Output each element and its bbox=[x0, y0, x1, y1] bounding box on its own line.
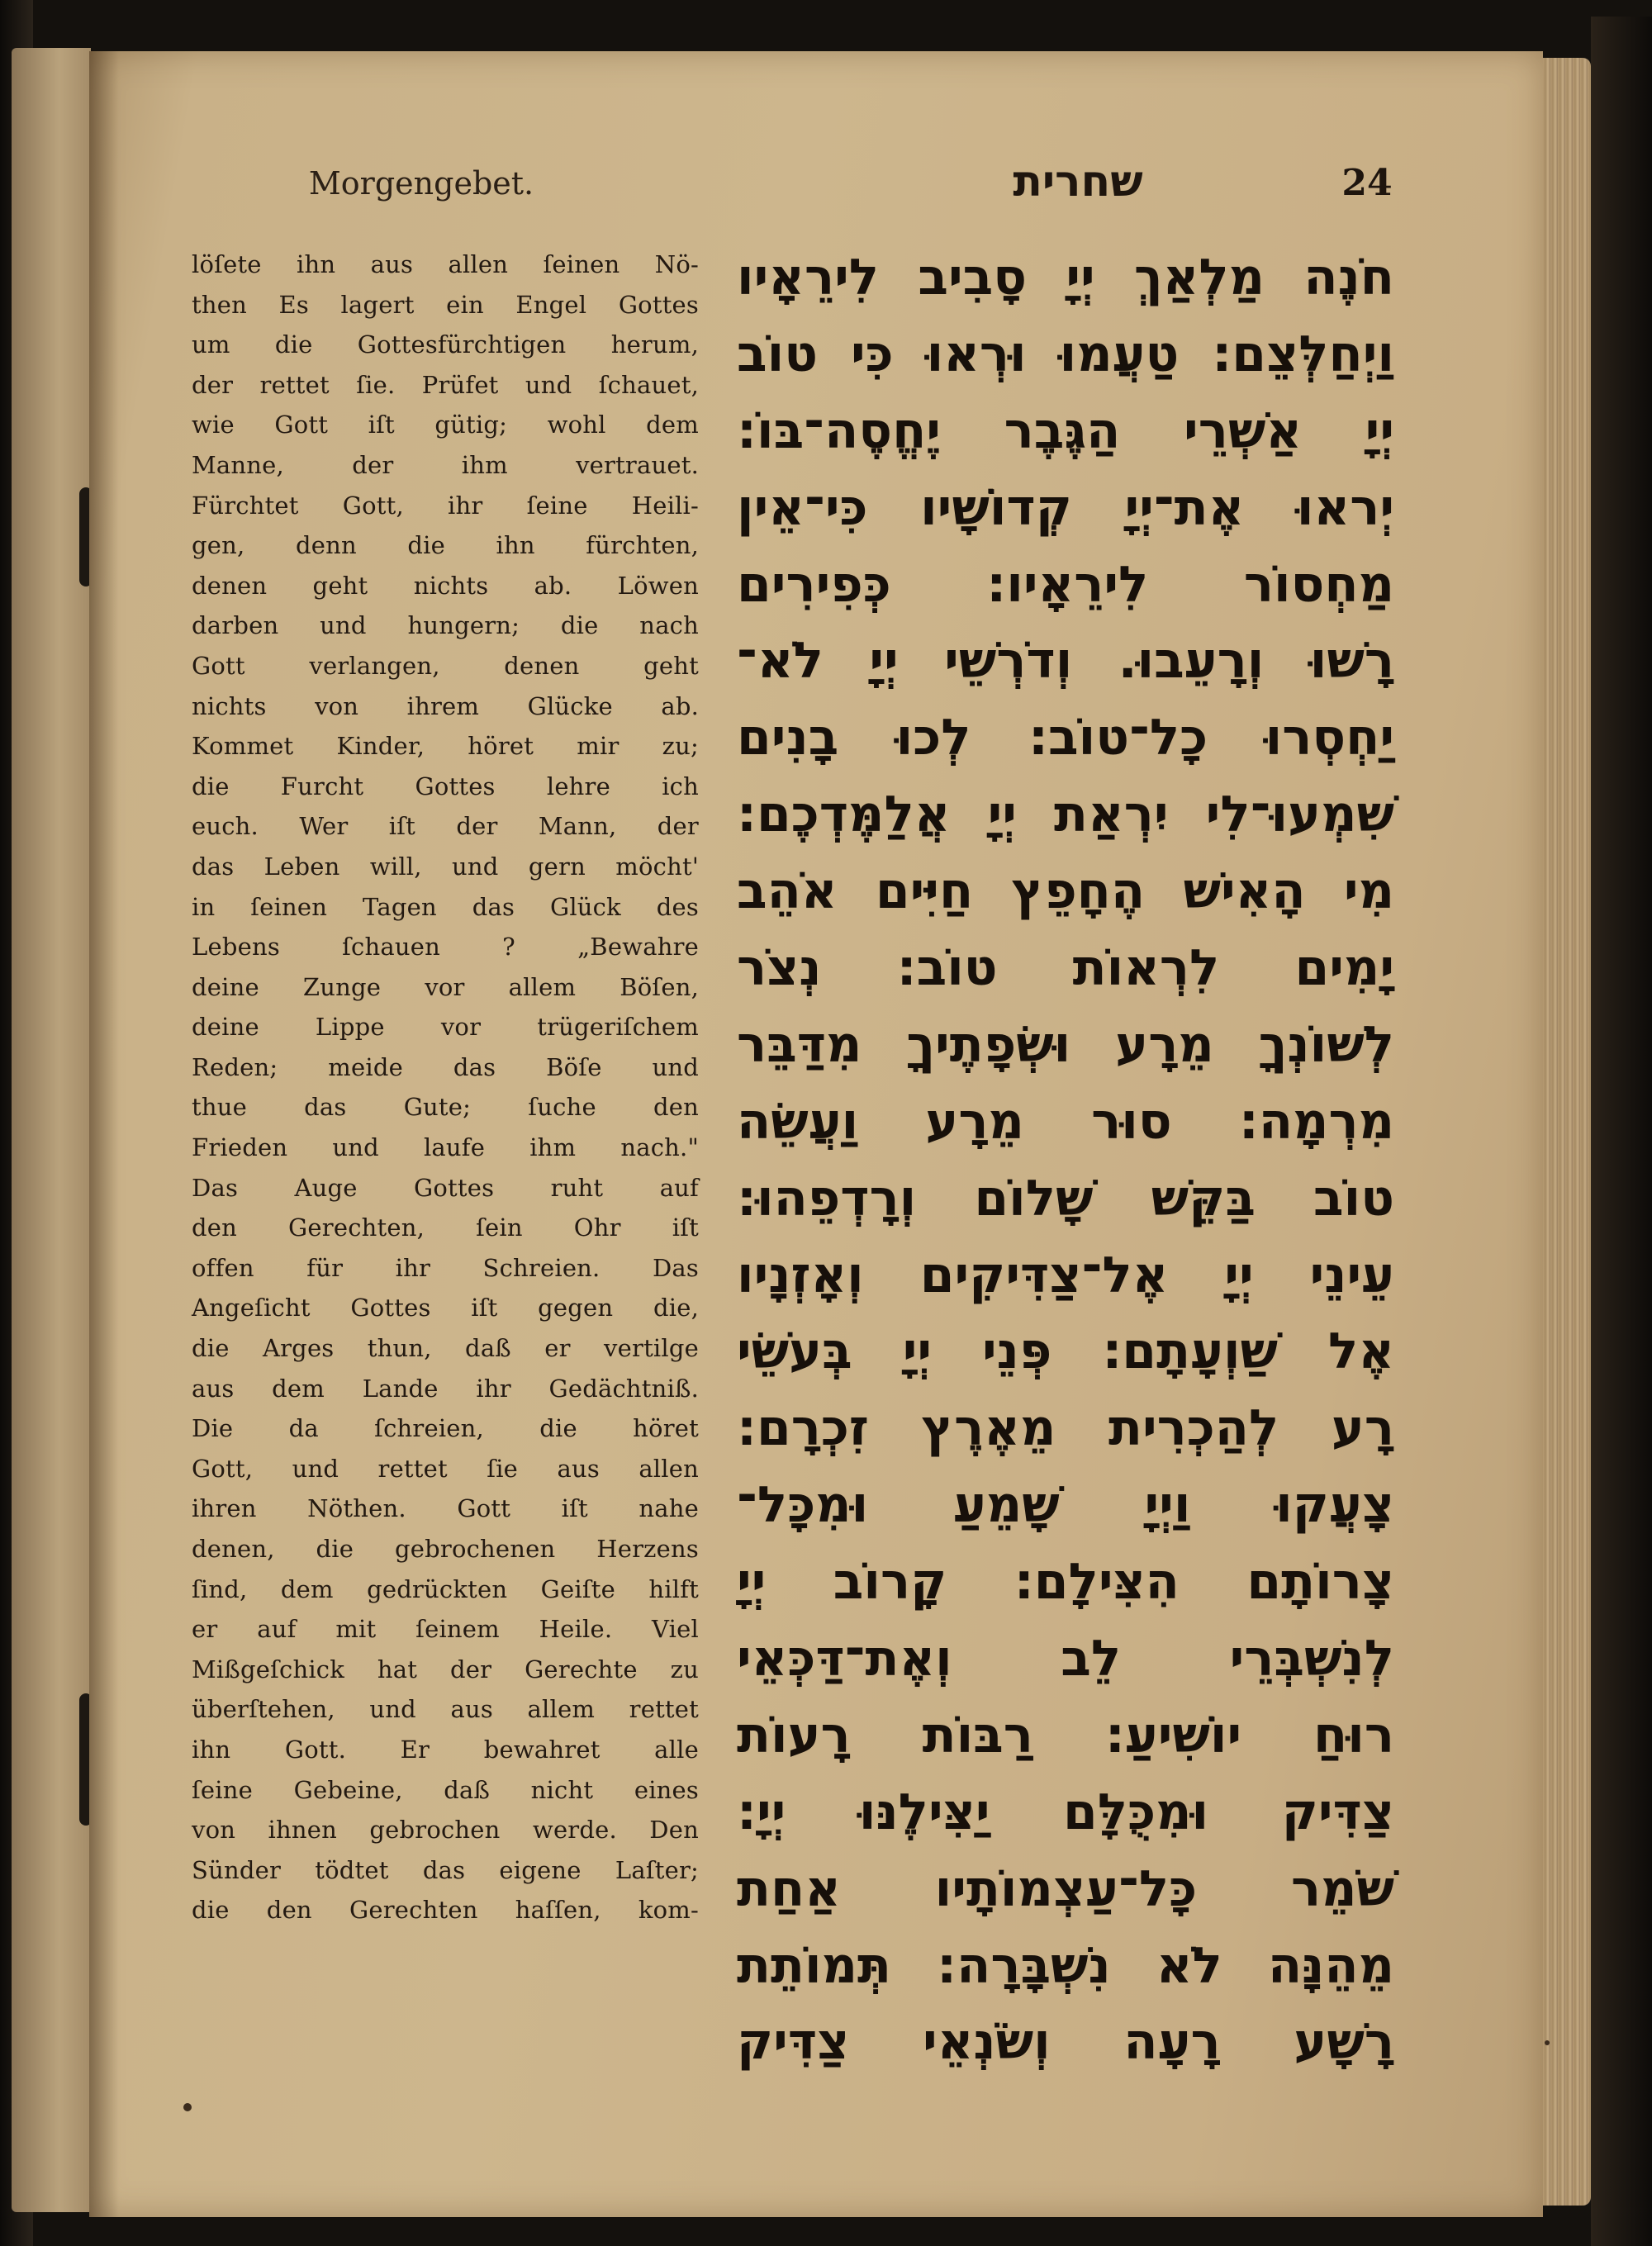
hebrew-text-column bbox=[737, 240, 1394, 2081]
hebrew-text-line: אֶל שַׁוְעָתָם: פְּנֵי יְיָ בְּעֹשֵׂי bbox=[737, 1322, 1394, 1381]
german-text-line: Sünder tödtet das eigene Laſter; bbox=[192, 1855, 699, 1884]
hebrew-text-line: שִׁמְעוּ־לִי יִרְאַת יְיָ אֲלַמֶּדְכֶם: bbox=[737, 786, 1394, 844]
german-translation-column bbox=[192, 245, 699, 1930]
german-text-line: Fürchtet Gott, ihr ſeine Heili- bbox=[192, 491, 699, 520]
german-text-line: Lebens ſchauen ? „Bewahre bbox=[192, 933, 699, 962]
german-text-line: die den Gerechten haſſen, kom- bbox=[192, 1896, 699, 1925]
hebrew-text-line: מִרְמָה: סוּר מֵרָע וַעֲשֵׂה bbox=[737, 1092, 1394, 1151]
german-text-line: Frieden und laufe ihm nach." bbox=[192, 1133, 699, 1162]
german-text-line: die Arges thun, daß er vertilge bbox=[192, 1334, 699, 1363]
german-text-line: offen für ihr Schreien. Das bbox=[192, 1253, 699, 1282]
page-edges bbox=[1543, 58, 1591, 2206]
hebrew-text-line: חֹנֶה מַלְאַךְ יְיָ סָבִיב לִירֵאָיו bbox=[737, 249, 1394, 306]
german-text-line: euch. Wer iſt der Mann, der bbox=[192, 812, 699, 841]
german-text-line: Angeſicht Gottes iſt gegen die, bbox=[192, 1294, 699, 1322]
running-head-german: Morgengebet. bbox=[308, 165, 534, 202]
german-text-line: wie Gott iſt gütig; wohl dem bbox=[192, 411, 699, 439]
german-text-line: den Gerechten, ſein Ohr iſt bbox=[192, 1213, 699, 1242]
german-text-line: ſind, dem gedrückten Geiſte hilft bbox=[192, 1574, 699, 1603]
german-text-line: then Es lagert ein Engel Gottes bbox=[192, 290, 699, 319]
german-text-line: überſtehen, und aus allem rettet bbox=[192, 1695, 699, 1724]
book-cover-right bbox=[1591, 17, 1652, 2246]
german-text-line: Gott, und rettet ſie aus allen bbox=[192, 1454, 699, 1483]
german-text-line: darben und hungern; die nach bbox=[192, 611, 699, 640]
german-text-line: aus dem Lande ihr Gedächtniß. bbox=[192, 1374, 699, 1403]
german-text-line: denen geht nichts ab. Löwen bbox=[192, 571, 699, 600]
hebrew-text-line: רָשָׁע רָעָה וְשֹׂנְאֵי צַדִּיק bbox=[737, 2013, 1394, 2072]
german-text-line: in ſeinen Tagen das Glück des bbox=[192, 892, 699, 921]
german-text-line: Manne, der ihm vertrauet. bbox=[192, 450, 699, 479]
german-text-line: das Leben will, und gern möcht' bbox=[192, 852, 699, 881]
previous-page-edge bbox=[12, 48, 91, 2212]
hebrew-text-line: יָמִים לִרְאוֹת טוֹב: נְצֹר bbox=[737, 939, 1394, 998]
page-gutter-shadow bbox=[89, 51, 119, 2217]
hebrew-text-line: מַחְסוֹר לִירֵאָיו: כְּפִירִים bbox=[737, 555, 1394, 614]
hebrew-text-line: צַדִּיק וּמִכֻּלָּם יַצִּילֶנּוּ יְיָ: bbox=[737, 1783, 1394, 1841]
hebrew-text-line: צָעֲקוּ וַיְיָ שָׁמֵעַ וּמִכָּל־ bbox=[737, 1476, 1394, 1535]
hebrew-text-line: רוּחַ יוֹשִׁיעַ: רַבּוֹת רָעוֹת bbox=[737, 1706, 1394, 1764]
hebrew-text-line: מִי הָאִישׁ הֶחָפֵץ חַיִּים אֹהֵב bbox=[737, 862, 1394, 921]
german-text-line: ſeine Gebeine, daß nicht eines bbox=[192, 1775, 699, 1804]
german-text-line: der rettet ſie. Prüfet und ſchauet, bbox=[192, 370, 699, 399]
german-text-line: ihn Gott. Er bewahret alle bbox=[192, 1735, 699, 1764]
hebrew-text-line: לְשׁוֹנְךָ מֵרָע וּשְׂפָתֶיךָ מִדַּבֵּר bbox=[737, 1015, 1394, 1074]
paper-speck bbox=[1545, 2040, 1550, 2045]
german-text-line: Die da ſchreien, die höret bbox=[192, 1414, 699, 1443]
german-text-line: er auf mit ſeinem Heile. Viel bbox=[192, 1615, 699, 1644]
hebrew-text-line: רָשׁוּ וְרָעֵבוּ. וְדֹרְשֵׁי יְיָ לֹא־ bbox=[737, 632, 1394, 691]
hebrew-text-line: יְראוּ אֶת־יְיָ קְדוֹשָׁיו כִּי־אֵין bbox=[737, 478, 1394, 537]
german-text-line: Das Auge Gottes ruht auf bbox=[192, 1173, 699, 1202]
hebrew-text-line: יְיָ אַשְׁרֵי הַגֶּבֶר יֶחֱסֶה־בּוֹ: bbox=[737, 401, 1394, 460]
running-head-hebrew: שחרית bbox=[1013, 157, 1143, 207]
german-text-line: Kommet Kinder, höret mir zu; bbox=[192, 732, 699, 761]
german-text-line: um die Gottesfürchtigen herum, bbox=[192, 330, 699, 359]
german-text-line: deine Lippe vor trügeriſchem bbox=[192, 1013, 699, 1042]
german-text-line: nichts von ihrem Glücke ab. bbox=[192, 691, 699, 720]
german-text-line: Gott verlangen, denen geht bbox=[192, 651, 699, 680]
german-text-line: löſete ihn aus allen ſeinen Nö- bbox=[192, 250, 699, 278]
german-text-line: Reden; meide das Böſe und bbox=[192, 1052, 699, 1081]
hebrew-text-line: עֵינֵי יְיָ אֶל־צַדִּיקִים וְאָזְנָיו bbox=[737, 1246, 1394, 1304]
hebrew-text-line: יַחְסְרוּ כָל־טוֹב: לְכוּ בָנִים bbox=[737, 709, 1394, 767]
hebrew-text-line: מֵהֵנָּה לֹא נִשְׁבָּרָה: תְּמוֹתֵת bbox=[737, 1936, 1394, 1995]
german-text-line: thue das Gute; ſuche den bbox=[192, 1093, 699, 1122]
hebrew-text-line: רָע לְהַכְרִית מֵאֶרֶץ זִכְרָם: bbox=[737, 1399, 1394, 1458]
hebrew-text-line: צָרוֹתָם הִצִּילָם: קָרוֹב יְיָ bbox=[737, 1553, 1394, 1612]
german-text-line: denen, die gebrochenen Herzens bbox=[192, 1535, 699, 1563]
hebrew-text-line: שֹׁמֵר כָּל־עַצְמוֹתָיו אַחַת bbox=[737, 1859, 1394, 1918]
hebrew-text-line: לְנִשְׁבְּרֵי לֵב וְאֶת־דַּכְּאֵי bbox=[737, 1630, 1394, 1688]
page-number: 24 bbox=[1341, 162, 1393, 204]
paper-speck bbox=[183, 2103, 192, 2111]
hebrew-text-line: וַיְחַלְּצֵם: טַעֲמוּ וּרְאוּ כִּי טוֹב bbox=[737, 325, 1394, 383]
german-text-line: deine Zunge vor allem Böſen, bbox=[192, 972, 699, 1001]
german-text-line: die Furcht Gottes lehre ich bbox=[192, 772, 699, 800]
hebrew-text-line: טוֹב בַּקֵּשׁ שָׁלוֹם וְרָדְפֵהוּ: bbox=[737, 1169, 1394, 1227]
german-text-line: Mißgeſchick hat der Gerechte zu bbox=[192, 1655, 699, 1683]
german-text-line: ihren Nöthen. Gott iſt nahe bbox=[192, 1494, 699, 1523]
german-text-line: gen, denn die ihn fürchten, bbox=[192, 531, 699, 560]
german-text-line: von ihnen gebrochen werde. Den bbox=[192, 1816, 699, 1845]
